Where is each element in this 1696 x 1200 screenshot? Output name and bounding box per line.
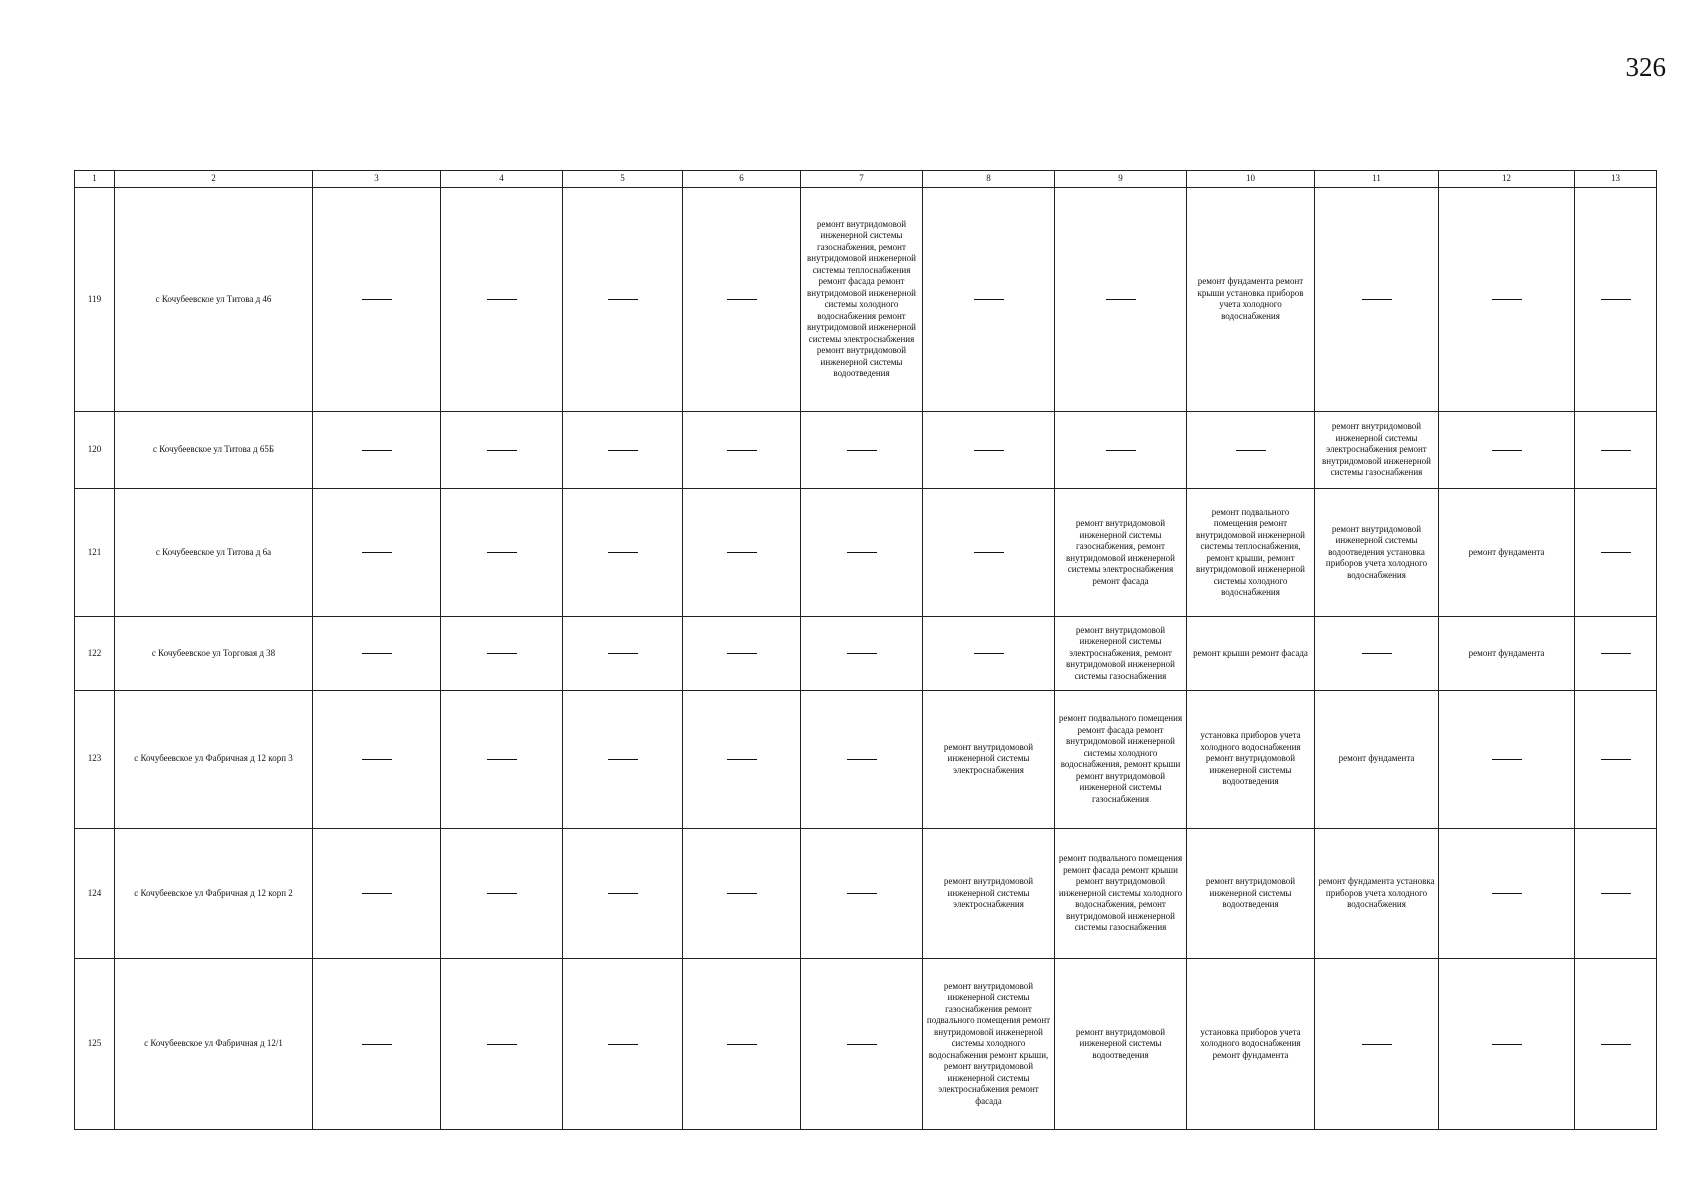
empty-cell — [1575, 690, 1657, 828]
works-table — [74, 170, 1657, 1130]
dash-mark — [1601, 299, 1631, 300]
column-header: 9 — [1055, 171, 1187, 188]
empty-cell — [1315, 188, 1439, 412]
dash-mark — [362, 1044, 392, 1045]
dash-mark — [362, 893, 392, 894]
dash-mark — [362, 653, 392, 654]
dash-mark — [608, 552, 638, 553]
table-row — [75, 188, 1657, 412]
work-cell: ремонт подвального помещения ремонт внутридомовой инженерной системы теплоснабжения, ремонт крыши, ремонт внутридомовой инженерной системы холодного водоснабжения — [1187, 489, 1315, 617]
empty-cell — [923, 411, 1055, 488]
empty-cell — [563, 959, 683, 1130]
column-header: 7 — [801, 171, 923, 188]
empty-cell — [441, 489, 563, 617]
table-row — [75, 690, 1657, 828]
dash-mark — [727, 450, 757, 451]
dash-mark — [1362, 299, 1392, 300]
column-header: 11 — [1315, 171, 1439, 188]
work-cell: ремонт подвального помещения ремонт фасада ремонт крыши ремонт внутридомовой инженерной системы холодного водоснабжения, ремонт внутридомовой инженерной системы газоснабжения — [1055, 828, 1187, 958]
column-header: 2 — [115, 171, 313, 188]
empty-cell — [923, 617, 1055, 690]
table-row — [75, 828, 1657, 958]
empty-cell — [441, 617, 563, 690]
address-cell: с Кочубеевское ул Титова д 46 — [115, 188, 313, 412]
dash-mark — [1601, 653, 1631, 654]
work-cell: ремонт фундамента — [1439, 489, 1575, 617]
table-row — [75, 617, 1657, 690]
empty-cell — [1055, 411, 1187, 488]
work-cell: ремонт внутридомовой инженерной системы газоснабжения, ремонт внутридомовой инженерной системы электроснабжения ремонт фасада — [1055, 489, 1187, 617]
work-cell: ремонт фундамента ремонт крыши установка приборов учета холодного водоснабжения — [1187, 188, 1315, 412]
dash-mark — [1362, 653, 1392, 654]
dash-mark — [1492, 450, 1522, 451]
work-cell: ремонт внутридомовой инженерной системы электроснабжения — [923, 828, 1055, 958]
empty-cell — [313, 489, 441, 617]
column-header: 13 — [1575, 171, 1657, 188]
empty-cell — [923, 188, 1055, 412]
empty-cell — [1055, 188, 1187, 412]
work-cell: ремонт внутридомовой инженерной системы электроснабжения, ремонт внутридомовой инженерной системы газоснабжения — [1055, 617, 1187, 690]
empty-cell — [563, 828, 683, 958]
column-header: 1 — [75, 171, 115, 188]
empty-cell — [441, 411, 563, 488]
dash-mark — [487, 1044, 517, 1045]
empty-cell — [563, 489, 683, 617]
work-cell: ремонт внутридомовой инженерной системы водоотведения — [1187, 828, 1315, 958]
dash-mark — [847, 893, 877, 894]
address-cell: с Кочубеевское ул Фабричная д 12 корп 2 — [115, 828, 313, 958]
empty-cell — [683, 828, 801, 958]
dash-mark — [487, 450, 517, 451]
dash-mark — [1601, 552, 1631, 553]
dash-mark — [847, 1044, 877, 1045]
dash-mark — [727, 759, 757, 760]
empty-cell — [313, 411, 441, 488]
address-cell: с Кочубеевское ул Титова д 65Б — [115, 411, 313, 488]
empty-cell — [1315, 959, 1439, 1130]
empty-cell — [1575, 617, 1657, 690]
row-number: 125 — [75, 959, 115, 1130]
empty-cell — [563, 617, 683, 690]
address-cell: с Кочубеевское ул Фабричная д 12 корп 3 — [115, 690, 313, 828]
empty-cell — [1575, 959, 1657, 1130]
empty-cell — [801, 690, 923, 828]
dash-mark — [974, 299, 1004, 300]
empty-cell — [313, 617, 441, 690]
empty-cell — [1575, 411, 1657, 488]
work-cell: ремонт внутридомовой инженерной системы газоснабжения ремонт подвального помещения ремонт внутридомовой инженерной системы холодного водоснабжения ремонт крыши, ремонт внутридомовой инженерной системы электроснабжения ремонт фасада — [923, 959, 1055, 1130]
dash-mark — [727, 893, 757, 894]
empty-cell — [563, 188, 683, 412]
dash-mark — [1492, 759, 1522, 760]
address-cell: с Кочубеевское ул Торговая д 38 — [115, 617, 313, 690]
empty-cell — [801, 617, 923, 690]
dash-mark — [847, 653, 877, 654]
work-cell: ремонт подвального помещения ремонт фасада ремонт внутридомовой инженерной системы холодного водоснабжения, ремонт крыши ремонт внутридомовой инженерной системы газоснабжения — [1055, 690, 1187, 828]
dash-mark — [727, 299, 757, 300]
work-cell: ремонт фундамента установка приборов учета холодного водоснабжения — [1315, 828, 1439, 958]
empty-cell — [1575, 828, 1657, 958]
table-row — [75, 411, 1657, 488]
dash-mark — [487, 893, 517, 894]
dash-mark — [727, 1044, 757, 1045]
column-header: 6 — [683, 171, 801, 188]
empty-cell — [683, 959, 801, 1130]
dash-mark — [974, 450, 1004, 451]
empty-cell — [1439, 690, 1575, 828]
empty-cell — [1187, 411, 1315, 488]
dash-mark — [362, 299, 392, 300]
empty-cell — [313, 959, 441, 1130]
dash-mark — [727, 653, 757, 654]
empty-cell — [441, 188, 563, 412]
empty-cell — [1439, 411, 1575, 488]
dash-mark — [362, 759, 392, 760]
dash-mark — [1236, 450, 1266, 451]
column-header: 12 — [1439, 171, 1575, 188]
dash-mark — [362, 450, 392, 451]
dash-mark — [608, 1044, 638, 1045]
work-cell: ремонт фундамента — [1439, 617, 1575, 690]
row-number: 124 — [75, 828, 115, 958]
dash-mark — [608, 299, 638, 300]
empty-cell — [801, 959, 923, 1130]
dash-mark — [847, 450, 877, 451]
empty-cell — [683, 411, 801, 488]
page-number: 326 — [1625, 52, 1666, 82]
empty-cell — [801, 489, 923, 617]
row-number: 123 — [75, 690, 115, 828]
header-row — [75, 171, 1657, 188]
dash-mark — [487, 552, 517, 553]
empty-cell — [313, 828, 441, 958]
dash-mark — [362, 552, 392, 553]
table-row — [75, 959, 1657, 1130]
empty-cell — [1575, 188, 1657, 412]
empty-cell — [801, 828, 923, 958]
dash-mark — [847, 552, 877, 553]
work-cell: ремонт внутридомовой инженерной системы водоотведения — [1055, 959, 1187, 1130]
empty-cell — [313, 690, 441, 828]
dash-mark — [608, 759, 638, 760]
empty-cell — [563, 690, 683, 828]
dash-mark — [1492, 893, 1522, 894]
empty-cell — [683, 188, 801, 412]
dash-mark — [974, 653, 1004, 654]
column-header: 8 — [923, 171, 1055, 188]
table-row — [75, 489, 1657, 617]
dash-mark — [487, 759, 517, 760]
empty-cell — [441, 959, 563, 1130]
address-cell: с Кочубеевское ул Фабричная д 12/1 — [115, 959, 313, 1130]
empty-cell — [563, 411, 683, 488]
empty-cell — [923, 489, 1055, 617]
dash-mark — [1492, 1044, 1522, 1045]
empty-cell — [1575, 489, 1657, 617]
dash-mark — [608, 653, 638, 654]
dash-mark — [974, 552, 1004, 553]
dash-mark — [1106, 450, 1136, 451]
table-body — [75, 188, 1657, 1130]
empty-cell — [1439, 188, 1575, 412]
work-cell: ремонт фундамента — [1315, 690, 1439, 828]
address-cell: с Кочубеевское ул Титова д 6а — [115, 489, 313, 617]
dash-mark — [1362, 1044, 1392, 1045]
row-number: 120 — [75, 411, 115, 488]
work-cell: ремонт внутридомовой инженерной системы водоотведения установка приборов учета холодного водоснабжения — [1315, 489, 1439, 617]
empty-cell — [441, 828, 563, 958]
work-cell: ремонт внутридомовой инженерной системы газоснабжения, ремонт внутридомовой инженерной системы теплоснабжения ремонт фасада ремонт внутридомовой инженерной системы холодного водоснабжения ремонт внутридомовой инженерной системы электроснабжения ремонт внутридомовой инженерной системы водоотведения — [801, 188, 923, 412]
dash-mark — [1601, 1044, 1631, 1045]
dash-mark — [608, 450, 638, 451]
row-number: 121 — [75, 489, 115, 617]
empty-cell — [1439, 828, 1575, 958]
empty-cell — [683, 489, 801, 617]
dash-mark — [487, 653, 517, 654]
column-header: 10 — [1187, 171, 1315, 188]
empty-cell — [683, 690, 801, 828]
column-header: 3 — [313, 171, 441, 188]
empty-cell — [441, 690, 563, 828]
empty-cell — [801, 411, 923, 488]
work-cell: ремонт крыши ремонт фасада — [1187, 617, 1315, 690]
dash-mark — [727, 552, 757, 553]
work-cell: установка приборов учета холодного водоснабжения ремонт внутридомовой инженерной системы водоотведения — [1187, 690, 1315, 828]
row-number: 119 — [75, 188, 115, 412]
dash-mark — [487, 299, 517, 300]
empty-cell — [1439, 959, 1575, 1130]
work-cell: установка приборов учета холодного водоснабжения ремонт фундамента — [1187, 959, 1315, 1130]
dash-mark — [1492, 299, 1522, 300]
dash-mark — [847, 759, 877, 760]
column-header: 5 — [563, 171, 683, 188]
work-cell: ремонт внутридомовой инженерной системы электроснабжения ремонт внутридомовой инженерной системы газоснабжения — [1315, 411, 1439, 488]
work-cell: ремонт внутридомовой инженерной системы электроснабжения — [923, 690, 1055, 828]
empty-cell — [1315, 617, 1439, 690]
dash-mark — [1601, 893, 1631, 894]
empty-cell — [683, 617, 801, 690]
dash-mark — [1601, 450, 1631, 451]
column-header: 4 — [441, 171, 563, 188]
dash-mark — [1106, 299, 1136, 300]
dash-mark — [608, 893, 638, 894]
dash-mark — [1601, 759, 1631, 760]
row-number: 122 — [75, 617, 115, 690]
empty-cell — [313, 188, 441, 412]
